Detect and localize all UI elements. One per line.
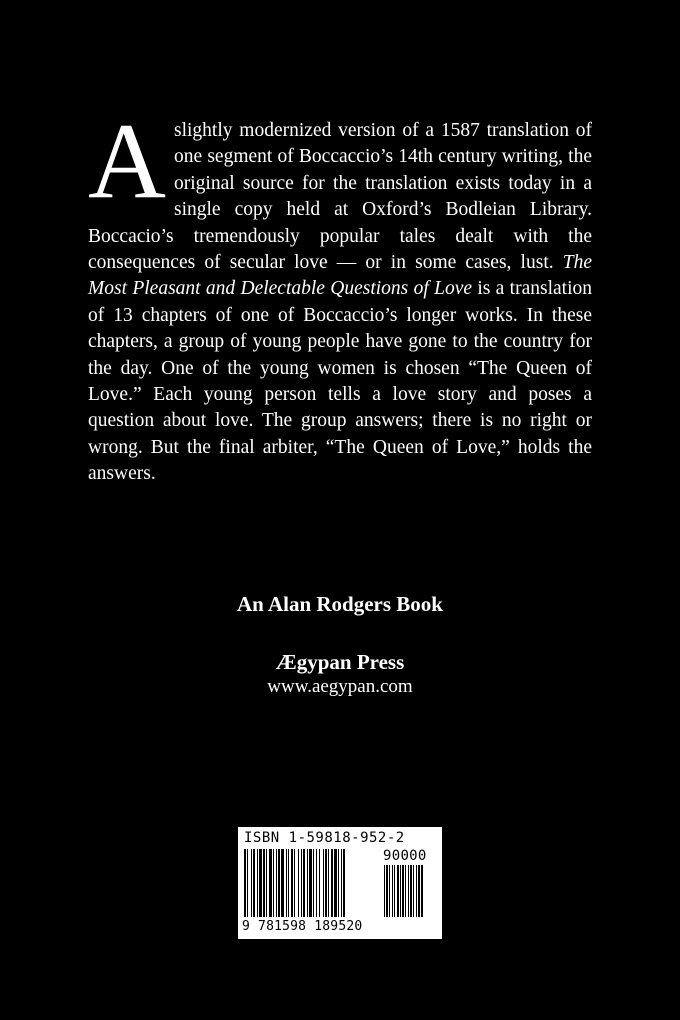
book-title-italic: The Most Pleasant and Delectable Questions of Love [88, 252, 592, 300]
drop-cap: A [88, 102, 166, 221]
back-cover-blurb [88, 102, 592, 488]
ean-digits: 9 781598 189520 [242, 919, 363, 934]
publisher-website: www.aegypan.com [267, 676, 413, 697]
author-credit: An Alan Rodgers Book [237, 592, 443, 616]
blurb-text-part2: is a translation of 13 chapters of one of Boccaccio’s longer works. In these chapters, a group of young people have gone to the country for the day. One of the young women is chosen “The Queen of Love.” Each young person tells a love story and poses a question about love. The group answers; there is no right or wrong. But the final arbiter, “The Queen of Love,” holds the answers. [88, 278, 592, 485]
price-code: 90000 [383, 848, 427, 864]
isbn-label: ISBN 1-59818-952-2 [244, 830, 405, 846]
isbn-barcode [238, 827, 442, 939]
blurb-text-part1: slightly modernized version of a 1587 translation of one segment of Boccaccio’s 14th century writing, the original source for the translation exists today in a single copy held at Oxford’s Bodleian Library. Boccacio’s tremendously popular tales dealt with the consequences of secular love — or in some cases, lust. [88, 120, 592, 274]
publisher-name: Ægypan Press [275, 650, 405, 674]
